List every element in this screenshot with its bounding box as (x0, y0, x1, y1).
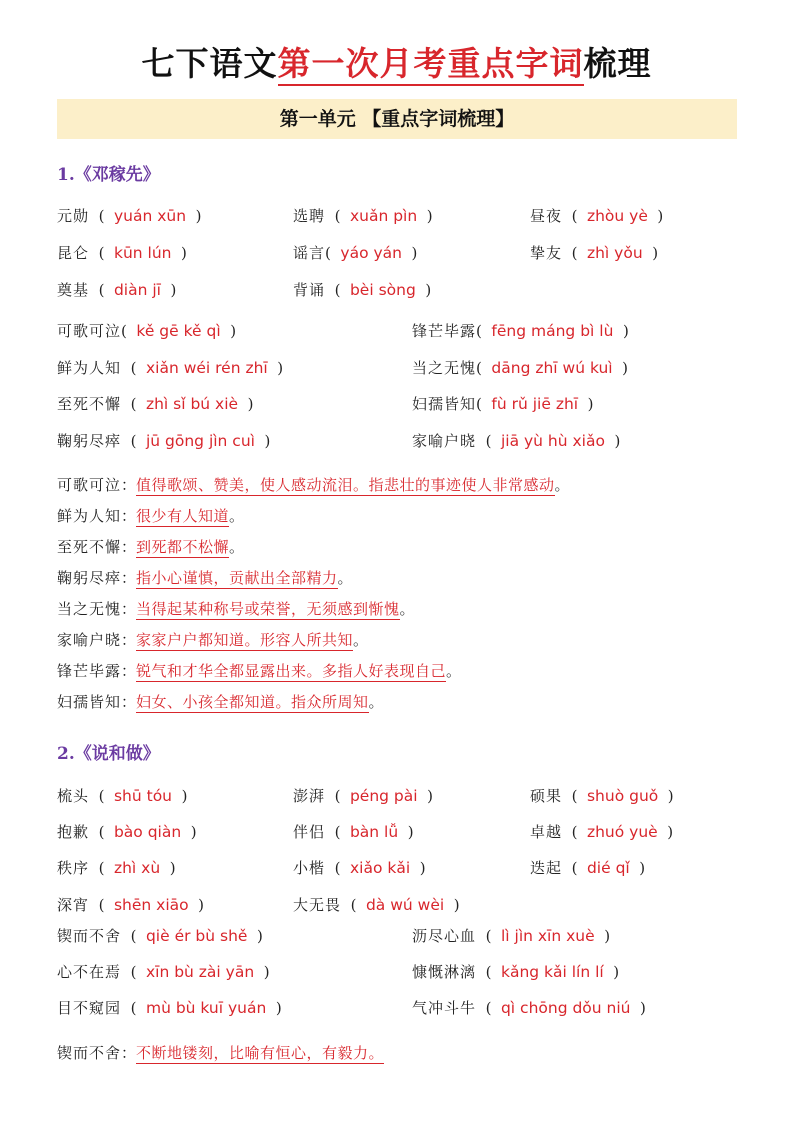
definition-entry: 锋芒毕露：锐气和才华全都显露出来。多指人好表现自己。 (57, 662, 462, 680)
idiom-entry: 家喻户晓 ( jiā yù hù xiǎo ) (412, 432, 621, 450)
word-entry: 硕果 ( shuò guǒ ) (530, 787, 674, 805)
definition-entry: 可歌可泣：值得歌颂、赞美，使人感动流泪。指悲壮的事迹使人非常感动。 (57, 476, 570, 494)
idiom-entry: 鞠躬尽瘁 ( jū gōng jìn cuì ) (57, 432, 271, 450)
word-entry: 澎湃 ( péng pài ) (293, 787, 433, 805)
word-entry: 迭起 ( dié qǐ ) (530, 859, 646, 877)
definition-entry: 家喻户晓：家家户户都知道。形容人所共知。 (57, 631, 369, 649)
idiom-entry: 妇孺皆知( fù rǔ jiē zhī ) (412, 395, 594, 413)
definition-entry: 至死不懈：到死都不松懈。 (57, 538, 245, 556)
idiom-entry: 锲而不舍 ( qiè ér bù shě ) (57, 927, 263, 945)
word-entry: 小楷 ( xiǎo kǎi ) (293, 859, 426, 877)
word-entry: 挚友 ( zhì yǒu ) (530, 244, 659, 262)
definition-entry: 妇孺皆知：妇女、小孩全都知道。指众所周知。 (57, 693, 384, 711)
title-suffix: 梳理 (583, 44, 652, 83)
idiom-entry: 目不窥园 ( mù bù kuī yuán ) (57, 999, 282, 1017)
idiom-entry: 当之无愧( dāng zhī wú kuì ) (412, 359, 629, 377)
section-heading: 1.《邓稼先》 (57, 165, 160, 185)
word-entry: 大无畏 ( dà wú wèi ) (293, 896, 460, 914)
title-highlight: 第一次月考重点字词 (278, 44, 584, 86)
idiom-entry: 沥尽心血 ( lì jìn xīn xuè ) (412, 927, 611, 945)
idiom-entry: 心不在焉 ( xīn bù zài yān ) (57, 963, 270, 981)
page-title (0, 38, 793, 85)
idiom-entry: 慷慨淋漓 ( kǎng kǎi lín lí ) (412, 963, 620, 981)
word-entry: 昆仑 ( kūn lún ) (57, 244, 187, 262)
word-entry: 伴侣 ( bàn lǚ ) (293, 823, 414, 841)
unit-banner: 第一单元 【重点字词梳理】 (57, 99, 737, 139)
word-entry: 背诵 ( bèi sòng ) (293, 281, 432, 299)
word-entry: 谣言( yáo yán ) (293, 244, 418, 262)
word-entry: 梳头 ( shū tóu ) (57, 787, 188, 805)
definition-entry: 锲而不舍：不断地镂刻，比喻有恒心，有毅力。 (57, 1044, 385, 1062)
word-entry: 卓越 ( zhuó yuè ) (530, 823, 674, 841)
section-heading: 2.《说和做》 (57, 744, 160, 764)
word-entry: 抱歉 ( bào qiàn ) (57, 823, 197, 841)
idiom-entry: 至死不懈 ( zhì sǐ bú xiè ) (57, 395, 254, 413)
word-entry: 元勋 ( yuán xūn ) (57, 207, 202, 225)
word-entry: 选聘 ( xuǎn pìn ) (293, 207, 433, 225)
title-prefix: 七下语文 (141, 44, 278, 83)
word-entry: 深宵 ( shēn xiāo ) (57, 896, 205, 914)
idiom-entry: 锋芒毕露( fēng máng bì lù ) (412, 322, 629, 340)
word-entry: 秩序 ( zhì xù ) (57, 859, 176, 877)
word-entry: 昼夜 ( zhòu yè ) (530, 207, 664, 225)
definition-entry: 当之无愧：当得起某种称号或荣誉，无须感到惭愧。 (57, 600, 415, 618)
idiom-entry: 可歌可泣( kě gē kě qì ) (57, 322, 237, 340)
idiom-entry: 鲜为人知 ( xiǎn wéi rén zhī ) (57, 359, 284, 377)
definition-entry: 鞠躬尽瘁：指小心谨慎，贡献出全部精力。 (57, 569, 353, 587)
word-entry: 奠基 ( diàn jī ) (57, 281, 177, 299)
idiom-entry: 气冲斗牛 ( qì chōng dǒu niú ) (412, 999, 646, 1017)
definition-entry: 鲜为人知：很少有人知道。 (57, 507, 245, 525)
